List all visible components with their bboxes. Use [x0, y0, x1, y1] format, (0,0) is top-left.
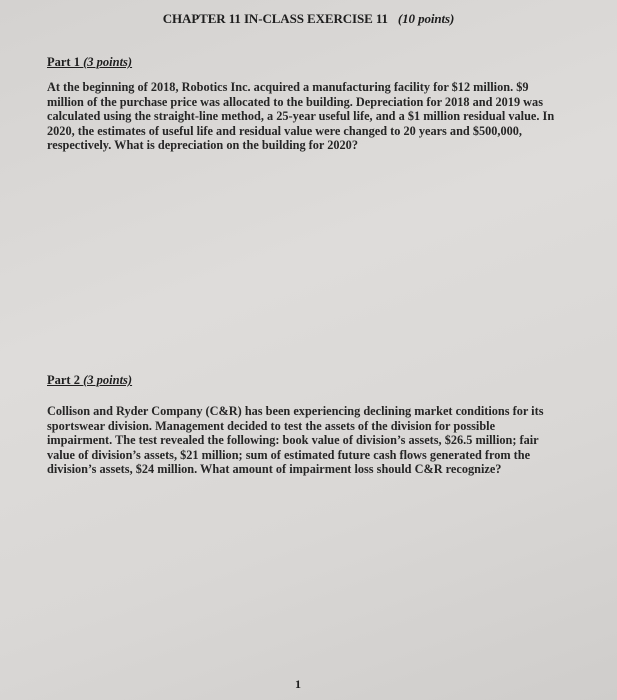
title-text: CHAPTER 11 IN-CLASS EXERCISE 11 — [162, 11, 388, 26]
page-number: 1 — [295, 677, 301, 691]
part2-points: (3 points) — [83, 373, 133, 387]
text-line: sportswear division. Management decided to test the assets of the division for possible — [47, 418, 496, 433]
part2-heading — [47, 373, 132, 388]
part1-heading — [47, 55, 132, 70]
text-line: million of the purchase price was allocated to the building. Depreciation for 2018 and 2019 was — [47, 94, 543, 109]
text-line: At the beginning of 2018, Robotics Inc. acquired a manufacturing facility for $12 million. $9 — [47, 80, 529, 94]
title-points: (10 points) — [397, 11, 455, 26]
part2-label: Part 2 — [47, 373, 80, 387]
text-line: impairment. The test revealed the following: book value of division’s assets, $26.5 million; fair — [47, 433, 539, 448]
page-title — [0, 11, 617, 27]
part1-label: Part 1 — [47, 55, 80, 69]
text-line: respectively. What is depreciation on the building for 2020? — [47, 138, 358, 153]
text-line: value of division’s assets, $21 million; sum of estimated future cash flows generated from the — [47, 447, 531, 462]
text-line: calculated using the straight-line method, a 25-year useful life, and a $1 million residual value. In — [47, 109, 555, 124]
text-line: 2020, the estimates of useful life and residual value were changed to 20 years and $500,000, — [47, 123, 523, 138]
part1-points: (3 points) — [83, 55, 133, 69]
part2-question — [47, 404, 587, 477]
text-line: Collison and Ryder Company (C&R) has been experiencing declining market conditions for its — [47, 404, 544, 418]
part1-question — [47, 80, 587, 153]
text-line: division’s assets, $24 million. What amount of impairment loss should C&R recognize? — [47, 462, 502, 477]
